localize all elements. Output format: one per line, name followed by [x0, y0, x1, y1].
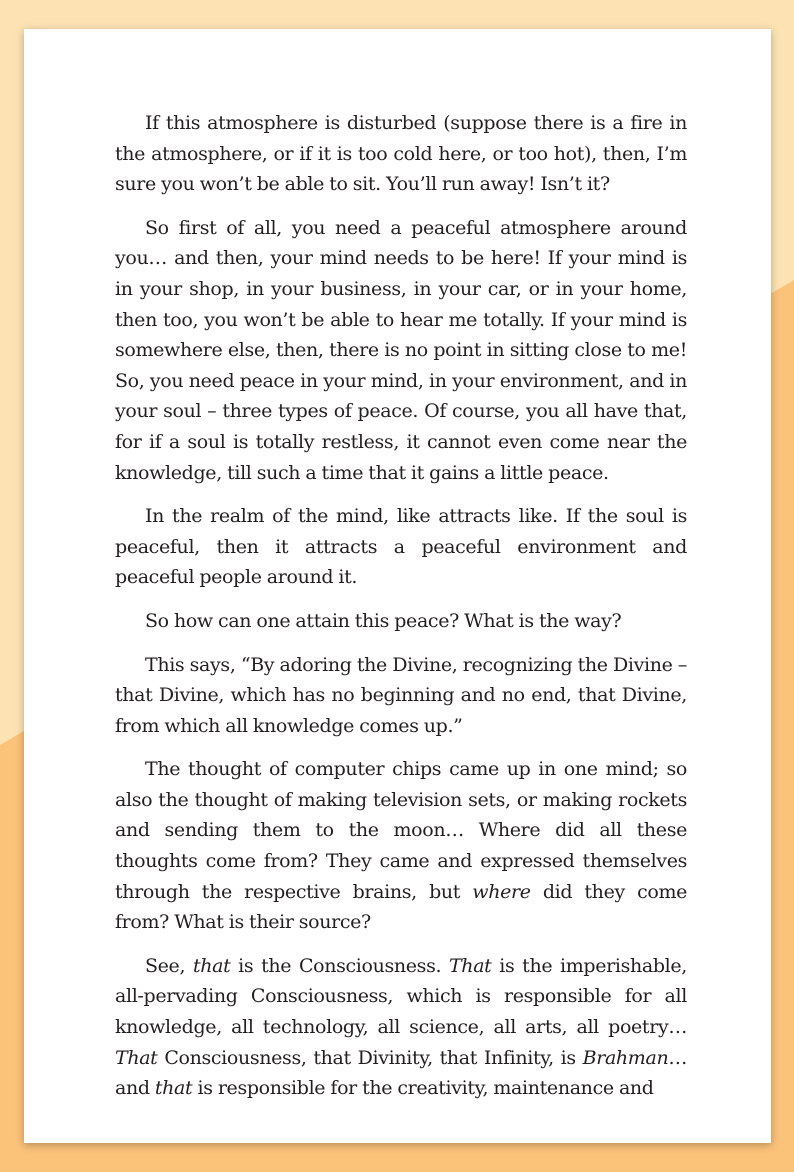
- text-run: is responsible for the creativity, maintenance and: [192, 1077, 654, 1100]
- paragraph: [115, 650, 687, 742]
- italic-text-run: That: [448, 954, 492, 977]
- text-run: is the imperishable, all-pervading Consciousness, which is responsible for all knowledge, all technology, all science, all arts, all poetry…: [115, 954, 687, 1039]
- text-run: In the realm of the mind, like attracts like. If the soul is peaceful, then it attracts a peaceful environment and peaceful people around it.: [115, 505, 687, 589]
- text-run: did they come from? What is their source?: [115, 880, 688, 934]
- paragraph: [115, 213, 687, 488]
- italic-text-run: That: [115, 1046, 158, 1069]
- italic-text-run: that: [154, 1077, 193, 1100]
- paragraph: [115, 501, 687, 593]
- body-text: [115, 108, 687, 1117]
- paragraph: [115, 754, 687, 938]
- text-run: The thought of computer chips came up in one mind; so also the thought of making television sets, or making rockets and sending them to the moon… Where did all these thoughts come from? They came and expressed themselves through the respective brains, but: [115, 758, 687, 903]
- text-run: Consciousness, that Divinity, that Infinity, is: [157, 1046, 583, 1069]
- text-run: This says, “By adoring the Divine, recognizing the Divine – that Divine, which has no beginning and no end, that Divine, from which all knowledge comes up.”: [115, 653, 687, 737]
- document-page: [24, 29, 771, 1143]
- text-run: So how can one attain this peace? What is the way?: [145, 609, 622, 632]
- text-run: So first of all, you need a peaceful atmosphere around you… and then, your mind needs to be here! If your mind is in your shop, in your business, in your car, or in your home, then too, you won’t be able to hear me totally. If your mind is somewhere else, then, there is no point in sitting close to me! So, you need peace in your mind, in your environment, and in your soul – three types of peace. Of course, you all have that, for if a soul is totally restless, it cannot even come near the knowledge, till such a time that it gains a little peace.: [115, 216, 687, 484]
- text-run: See,: [145, 954, 193, 977]
- text-run: … and: [115, 1046, 687, 1100]
- italic-text-run: Brahman: [582, 1046, 669, 1069]
- text-run: is the Consciousness.: [230, 954, 449, 977]
- italic-text-run: where: [472, 880, 531, 903]
- paragraph: [115, 108, 687, 200]
- italic-text-run: that: [192, 954, 231, 977]
- paragraph: [115, 606, 687, 637]
- paragraph: [115, 951, 687, 1104]
- text-run: If this atmosphere is disturbed (suppose there is a fire in the atmosphere, or if it is too cold here, or too hot), then, I’m sure you won’t be able to sit. You’ll run away! Isn’t it?: [115, 112, 687, 196]
